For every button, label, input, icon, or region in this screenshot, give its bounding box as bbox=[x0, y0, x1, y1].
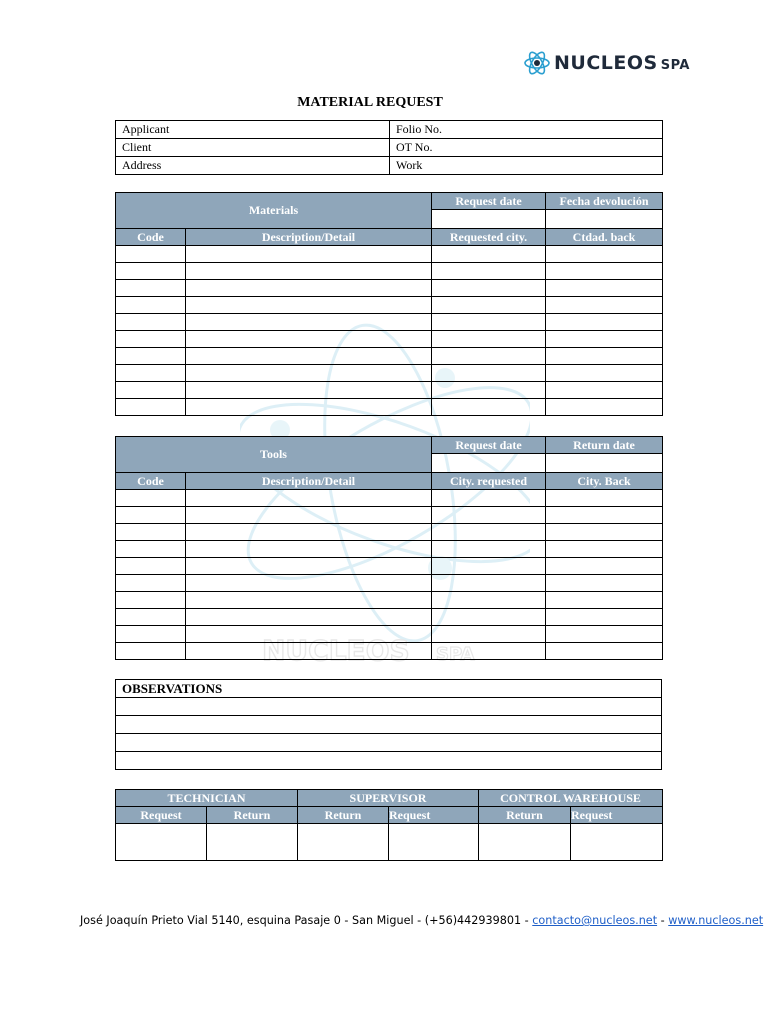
materials-row-cell[interactable] bbox=[186, 246, 432, 263]
address-field[interactable]: Address bbox=[116, 157, 390, 175]
materials-rows bbox=[116, 246, 663, 416]
tools-row-cell[interactable] bbox=[546, 643, 663, 660]
materials-row-cell[interactable] bbox=[186, 280, 432, 297]
materials-row bbox=[116, 399, 663, 416]
materials-row-cell[interactable] bbox=[432, 382, 546, 399]
observation-line bbox=[116, 734, 662, 752]
tools-row-cell[interactable] bbox=[546, 541, 663, 558]
tools-row-cell[interactable] bbox=[546, 575, 663, 592]
column-header: Description/Detail bbox=[186, 229, 432, 246]
materials-row-cell[interactable] bbox=[186, 399, 432, 416]
materials-row-cell[interactable] bbox=[116, 331, 186, 348]
tools-row-cell[interactable] bbox=[432, 507, 546, 524]
info-row bbox=[116, 121, 663, 139]
column-header: Description/Detail bbox=[186, 473, 432, 490]
observation-line-cell[interactable] bbox=[116, 698, 662, 716]
tools-row bbox=[116, 507, 663, 524]
tools-row-cell[interactable] bbox=[186, 592, 432, 609]
materials-row bbox=[116, 331, 663, 348]
tools-row bbox=[116, 558, 663, 575]
tools-row bbox=[116, 575, 663, 592]
materials-row bbox=[116, 314, 663, 331]
materials-row-cell[interactable] bbox=[546, 399, 663, 416]
column-header: City. requested bbox=[432, 473, 546, 490]
materials-row-cell[interactable] bbox=[186, 331, 432, 348]
materials-row bbox=[116, 348, 663, 365]
materials-row-cell[interactable] bbox=[546, 365, 663, 382]
materials-row-cell[interactable] bbox=[546, 382, 663, 399]
tools-table bbox=[115, 436, 663, 660]
tools-row-cell[interactable] bbox=[432, 626, 546, 643]
signature-subheaders bbox=[116, 807, 663, 824]
info-row bbox=[116, 157, 663, 175]
work-field[interactable]: Work bbox=[390, 157, 663, 175]
tools-row-cell[interactable] bbox=[116, 541, 186, 558]
tools-row-cell[interactable] bbox=[546, 609, 663, 626]
warehouse-return-label: Return bbox=[479, 807, 571, 824]
materials-row bbox=[116, 382, 663, 399]
materials-row-cell[interactable] bbox=[432, 280, 546, 297]
tools-row-cell[interactable] bbox=[546, 524, 663, 541]
tools-row-cell[interactable] bbox=[432, 558, 546, 575]
tools-section-label: Tools bbox=[116, 437, 432, 473]
tools-row bbox=[116, 541, 663, 558]
signature-groups bbox=[116, 790, 663, 807]
materials-row-cell[interactable] bbox=[186, 348, 432, 365]
footer-separator: - bbox=[657, 914, 669, 927]
signature-row bbox=[116, 824, 663, 861]
warehouse-request-signature[interactable] bbox=[571, 824, 663, 861]
materials-row-cell[interactable] bbox=[116, 280, 186, 297]
observation-line-cell[interactable] bbox=[116, 734, 662, 752]
materials-row-cell[interactable] bbox=[546, 263, 663, 280]
materials-row-cell[interactable] bbox=[432, 297, 546, 314]
tools-column-headers bbox=[116, 473, 663, 490]
warehouse-return-signature[interactable] bbox=[479, 824, 571, 861]
materials-row-cell[interactable] bbox=[116, 348, 186, 365]
materials-row-cell[interactable] bbox=[116, 399, 186, 416]
footer bbox=[80, 914, 764, 927]
materials-row-cell[interactable] bbox=[116, 246, 186, 263]
materials-row-cell[interactable] bbox=[116, 297, 186, 314]
technician-request-label: Request bbox=[116, 807, 207, 824]
materials-row-cell[interactable] bbox=[546, 314, 663, 331]
folio-field[interactable]: Folio No. bbox=[390, 121, 663, 139]
observations-title: OBSERVATIONS bbox=[116, 680, 662, 698]
footer-website-link[interactable]: www.nucleos.net bbox=[668, 914, 764, 927]
tools-row-cell[interactable] bbox=[116, 490, 186, 507]
technician-header: TECHNICIAN bbox=[116, 790, 298, 807]
observation-line bbox=[116, 752, 662, 770]
observation-line-cell[interactable] bbox=[116, 752, 662, 770]
materials-row-cell[interactable] bbox=[186, 382, 432, 399]
materials-row-cell[interactable] bbox=[186, 263, 432, 280]
company-logo bbox=[524, 48, 690, 78]
tools-row-cell[interactable] bbox=[116, 592, 186, 609]
materials-row bbox=[116, 263, 663, 280]
observation-line-cell[interactable] bbox=[116, 716, 662, 734]
warehouse-request-label: Request bbox=[571, 807, 663, 824]
observations-rows bbox=[116, 698, 662, 770]
materials-row bbox=[116, 297, 663, 314]
supervisor-return-label: Return bbox=[298, 807, 389, 824]
signatures-table bbox=[115, 789, 663, 861]
footer-email-link[interactable]: contacto@nucleos.net bbox=[532, 914, 658, 927]
info-row bbox=[116, 139, 663, 157]
materials-column-headers bbox=[116, 229, 663, 246]
watermark-text: NUCLEOS bbox=[262, 634, 410, 667]
materials-request-date-label: Request date bbox=[432, 193, 546, 210]
materials-row-cell[interactable] bbox=[186, 365, 432, 382]
tools-row bbox=[116, 643, 663, 660]
tools-return-date-label: Return date bbox=[546, 437, 663, 454]
tools-row-cell[interactable] bbox=[186, 643, 432, 660]
tools-row bbox=[116, 609, 663, 626]
tools-return-date-field[interactable] bbox=[546, 454, 663, 473]
control-warehouse-header: CONTROL WAREHOUSE bbox=[479, 790, 663, 807]
tools-row-cell[interactable] bbox=[116, 626, 186, 643]
watermark-suffix: SPA bbox=[436, 644, 475, 665]
materials-row-cell[interactable] bbox=[186, 297, 432, 314]
tools-row-cell[interactable] bbox=[432, 643, 546, 660]
tools-row bbox=[116, 524, 663, 541]
tools-row-cell[interactable] bbox=[186, 507, 432, 524]
column-header: Code bbox=[116, 229, 186, 246]
materials-row bbox=[116, 280, 663, 297]
column-header: Code bbox=[116, 473, 186, 490]
ot-field[interactable]: OT No. bbox=[390, 139, 663, 157]
materials-table bbox=[115, 192, 663, 416]
tools-row-cell[interactable] bbox=[116, 609, 186, 626]
observation-line bbox=[116, 716, 662, 734]
materials-row-cell[interactable] bbox=[432, 314, 546, 331]
technician-return-label: Return bbox=[207, 807, 298, 824]
supervisor-return-signature[interactable] bbox=[298, 824, 389, 861]
materials-row-cell[interactable] bbox=[116, 314, 186, 331]
tools-row-cell[interactable] bbox=[432, 575, 546, 592]
tools-row-cell[interactable] bbox=[546, 558, 663, 575]
column-header: Requested city. bbox=[432, 229, 546, 246]
tools-row-cell[interactable] bbox=[432, 541, 546, 558]
tools-row-cell[interactable] bbox=[186, 541, 432, 558]
tools-row-cell[interactable] bbox=[186, 626, 432, 643]
tools-row-cell[interactable] bbox=[546, 592, 663, 609]
tools-row-cell[interactable] bbox=[186, 490, 432, 507]
tools-row-cell[interactable] bbox=[116, 507, 186, 524]
tools-rows bbox=[116, 490, 663, 660]
technician-return-signature[interactable] bbox=[207, 824, 298, 861]
tools-row-cell[interactable] bbox=[186, 558, 432, 575]
tools-row-cell[interactable] bbox=[546, 490, 663, 507]
header-info-table bbox=[115, 120, 663, 175]
atom-icon bbox=[524, 50, 550, 76]
tools-row-cell[interactable] bbox=[186, 609, 432, 626]
materials-row bbox=[116, 246, 663, 263]
tools-row-cell[interactable] bbox=[546, 626, 663, 643]
tools-row-cell[interactable] bbox=[186, 575, 432, 592]
materials-return-date-field[interactable] bbox=[546, 210, 663, 229]
technician-request-signature[interactable] bbox=[116, 824, 207, 861]
tools-row-cell[interactable] bbox=[116, 575, 186, 592]
materials-row-cell[interactable] bbox=[546, 280, 663, 297]
tools-row-cell[interactable] bbox=[116, 524, 186, 541]
materials-row-cell[interactable] bbox=[432, 365, 546, 382]
tools-row bbox=[116, 626, 663, 643]
tools-row-cell[interactable] bbox=[186, 524, 432, 541]
supervisor-request-signature[interactable] bbox=[389, 824, 479, 861]
materials-row-cell[interactable] bbox=[546, 297, 663, 314]
materials-section-label: Materials bbox=[116, 193, 432, 229]
materials-request-date-field[interactable] bbox=[432, 210, 546, 229]
observation-line bbox=[116, 698, 662, 716]
supervisor-header: SUPERVISOR bbox=[298, 790, 479, 807]
materials-return-date-label: Fecha devolución bbox=[546, 193, 663, 210]
materials-row-cell[interactable] bbox=[116, 263, 186, 280]
supervisor-request-label: Request bbox=[389, 807, 479, 824]
tools-row-cell[interactable] bbox=[432, 592, 546, 609]
tools-row-cell[interactable] bbox=[432, 490, 546, 507]
materials-row-cell[interactable] bbox=[432, 246, 546, 263]
materials-row-cell[interactable] bbox=[432, 348, 546, 365]
tools-request-date-label: Request date bbox=[432, 437, 546, 454]
tools-request-date-field[interactable] bbox=[432, 454, 546, 473]
column-header: Ctdad. back bbox=[546, 229, 663, 246]
client-field[interactable]: Client bbox=[116, 139, 390, 157]
materials-row-cell[interactable] bbox=[116, 365, 186, 382]
observations-table bbox=[115, 679, 662, 770]
applicant-field[interactable]: Applicant bbox=[116, 121, 390, 139]
materials-row-cell[interactable] bbox=[546, 348, 663, 365]
tools-row bbox=[116, 490, 663, 507]
page-title: MATERIAL REQUEST bbox=[297, 95, 443, 110]
tools-row bbox=[116, 592, 663, 609]
logo-text: NUCLEOS SPA bbox=[554, 52, 690, 74]
column-header: City. Back bbox=[546, 473, 663, 490]
materials-row-cell[interactable] bbox=[186, 314, 432, 331]
materials-row-cell[interactable] bbox=[116, 382, 186, 399]
materials-row bbox=[116, 365, 663, 382]
tools-row-cell[interactable] bbox=[432, 524, 546, 541]
tools-row-cell[interactable] bbox=[116, 643, 186, 660]
materials-row-cell[interactable] bbox=[546, 331, 663, 348]
tools-row-cell[interactable] bbox=[116, 558, 186, 575]
tools-row-cell[interactable] bbox=[432, 609, 546, 626]
materials-row-cell[interactable] bbox=[432, 399, 546, 416]
materials-row-cell[interactable] bbox=[546, 246, 663, 263]
materials-row-cell[interactable] bbox=[432, 331, 546, 348]
materials-row-cell[interactable] bbox=[432, 263, 546, 280]
tools-row-cell[interactable] bbox=[546, 507, 663, 524]
footer-address: José Joaquín Prieto Vial 5140, esquina Pasaje 0 - San Miguel - (+56)442939801 - bbox=[80, 914, 533, 927]
